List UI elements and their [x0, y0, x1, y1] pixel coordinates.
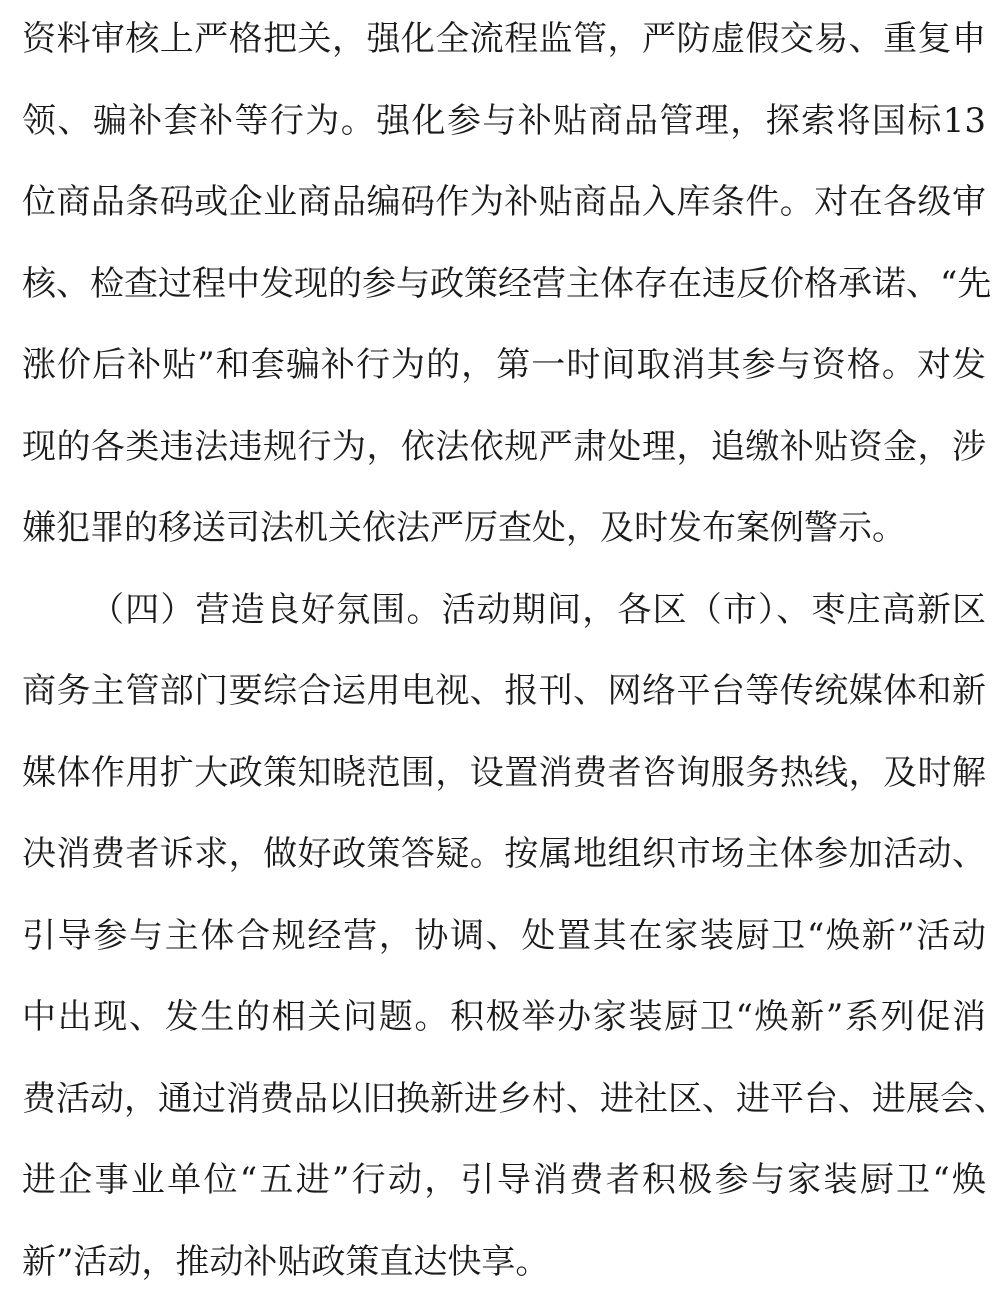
text-line: 领、骗补套补等行为。强化参与补贴商品管理，探索将国标13 — [22, 94, 986, 176]
text-line: 涨价后补贴”和套骗补行为的，第一时间取消其参与资格。对发 — [22, 338, 986, 420]
text-line: 核、检查过程中发现的参与政策经营主体存在违反价格承诺、“先 — [22, 257, 986, 339]
text-line: 新”活动，推动补贴政策直达快享。 — [22, 1235, 986, 1316]
text-line: 决消费者诉求，做好政策答疑。按属地组织市场主体参加活动、 — [22, 827, 986, 909]
text-line: 进企事业单位“五进”行动，引导消费者积极参与家装厨卫“焕 — [22, 1153, 986, 1235]
text-line: 费活动，通过消费品以旧换新进乡村、进社区、进平台、进展会、 — [22, 1072, 986, 1154]
text-line: 商务主管部门要综合运用电视、报刊、网络平台等传统媒体和新 — [22, 664, 986, 746]
text-line: 媒体作用扩大政策知晓范围，设置消费者咨询服务热线，及时解 — [22, 746, 986, 828]
section-heading-line: （四）营造良好氛围。活动期间，各区（市）、枣庄高新区 — [22, 583, 986, 665]
text-line: 现的各类违法违规行为，依法依规严肃处理，追缴补贴资金，涉 — [22, 420, 986, 502]
text-line: 中出现、发生的相关问题。积极举办家装厨卫“焕新”系列促消 — [22, 990, 986, 1072]
text-line: 资料审核上严格把关，强化全流程监管，严防虚假交易、重复申 — [22, 12, 986, 94]
text-line: 引导参与主体合规经营，协调、处置其在家装厨卫“焕新”活动 — [22, 909, 986, 991]
text-line: 位商品条码或企业商品编码作为补贴商品入库条件。对在各级审 — [22, 175, 986, 257]
text-line: 嫌犯罪的移送司法机关依法严厉查处，及时发布案例警示。 — [22, 501, 986, 583]
